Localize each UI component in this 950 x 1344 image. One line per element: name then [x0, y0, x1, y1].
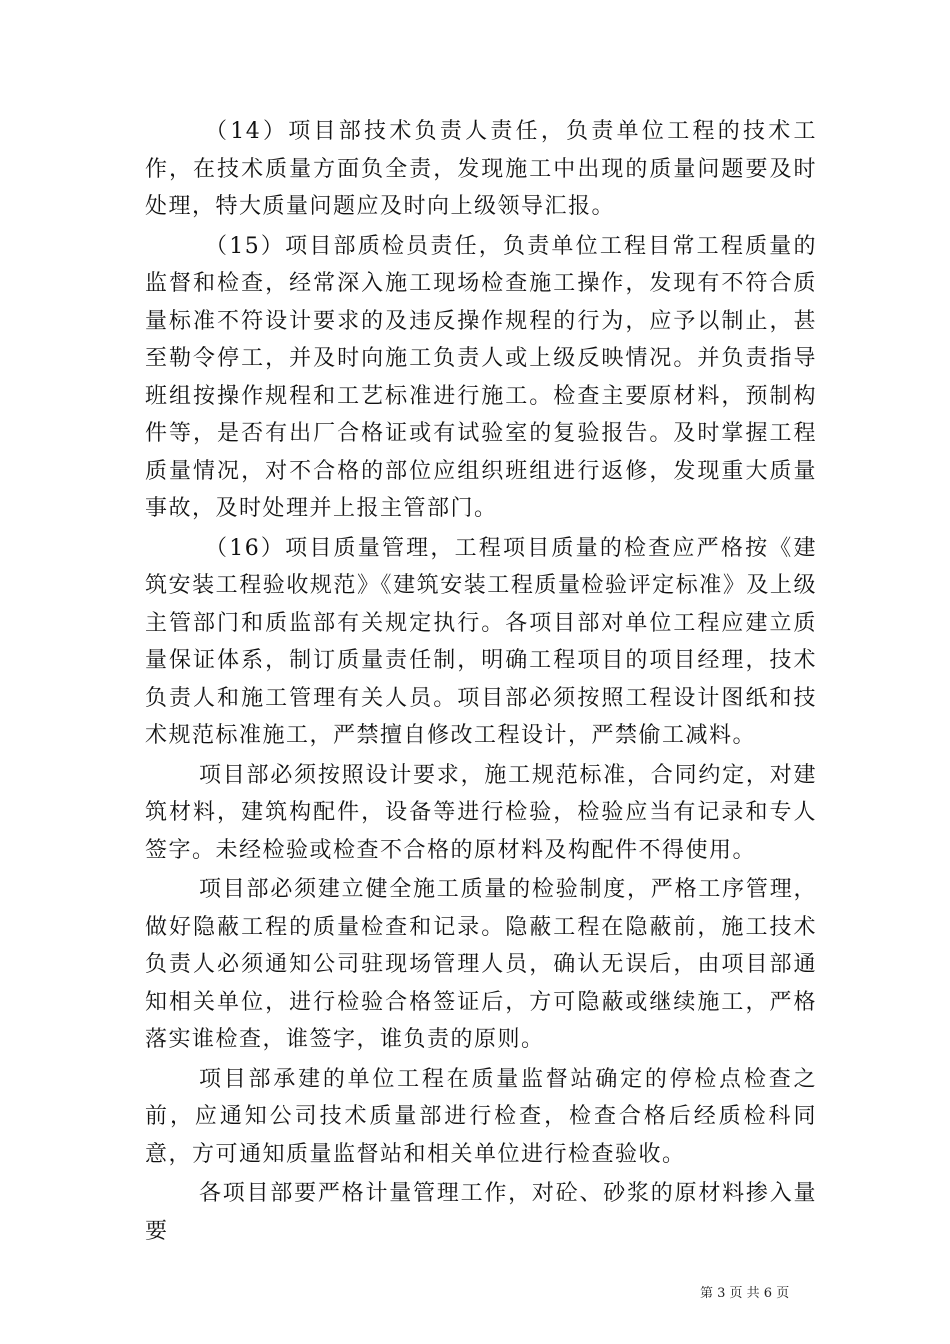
document-body [145, 113, 817, 1250]
paragraph-15: （15）项目部质检员责任，负责单位工程目常工程质量的监督和检查，经常深入施工现场检查施工操作，发现有不符合质量标准不符设计要求的及违反操作规程的行为，应予以制止，甚至勒令停工，并及时向施工负责人或上级反映情况。并负责指导班组按操作规程和工艺标准进行施工。检查主要原材料，预制构件等，是否有出厂合格证或有试验室的复验报告。及时掌握工程质量情况，对不合格的部位应组织班组进行返修，发现重大质量事故，及时处理并上报主管部门。 [145, 233, 817, 521]
paragraph-16: （16）项目质量管理，工程项目质量的检查应严格按《建筑安装工程验收规范》《建筑安装工程质量检验评定标准》及上级主管部门和质监部有关规定执行。各项目部对单位工程应建立质量保证体系，制订质量责任制，明确工程项目的项目经理，技术负责人和施工管理有关人员。项目部必须按照工程设计图纸和技术规范标准施工，严禁擅自修改工程设计，严禁偷工减料。 [145, 535, 817, 748]
paragraph-metering-management: 各项目部要严格计量管理工作，对砼、砂浆的原材料掺入量要 [145, 1181, 817, 1244]
paragraph-14: （14）项目部技术负责人责任，负责单位工程的技术工作，在技术质量方面负全责，发现施工中出现的质量问题要及时处理，特大质量问题应及时向上级领导汇报。 [145, 119, 817, 219]
page-number-footer: 第 3 页 共 6 页 [700, 1286, 790, 1301]
paragraph-checkpoint-inspection: 项目部承建的单位工程在质量监督站确定的停检点检查之前，应通知公司技术质量部进行检查，检查合格后经质检科同意，方可通知质量监督站和相关单位进行检查验收。 [145, 1066, 817, 1167]
paragraph-inspection-system: 项目部必须建立健全施工质量的检验制度，严格工序管理，做好隐蔽工程的质量检查和记录。隐蔽工程在隐蔽前，施工技术负责人必须通知公司驻现场管理人员，确认无误后，由项目部通知相关单位，进行检验合格签证后，方可隐蔽或继续施工，严格落实谁检查，谁签字，谁负责的原则。 [145, 877, 817, 1052]
paragraph-materials-inspection: 项目部必须按照设计要求，施工规范标准，合同约定，对建筑材料，建筑构配件，设备等进行检验，检验应当有记录和专人签字。未经检验或检查不合格的原材料及构配件不得使用。 [145, 762, 817, 863]
